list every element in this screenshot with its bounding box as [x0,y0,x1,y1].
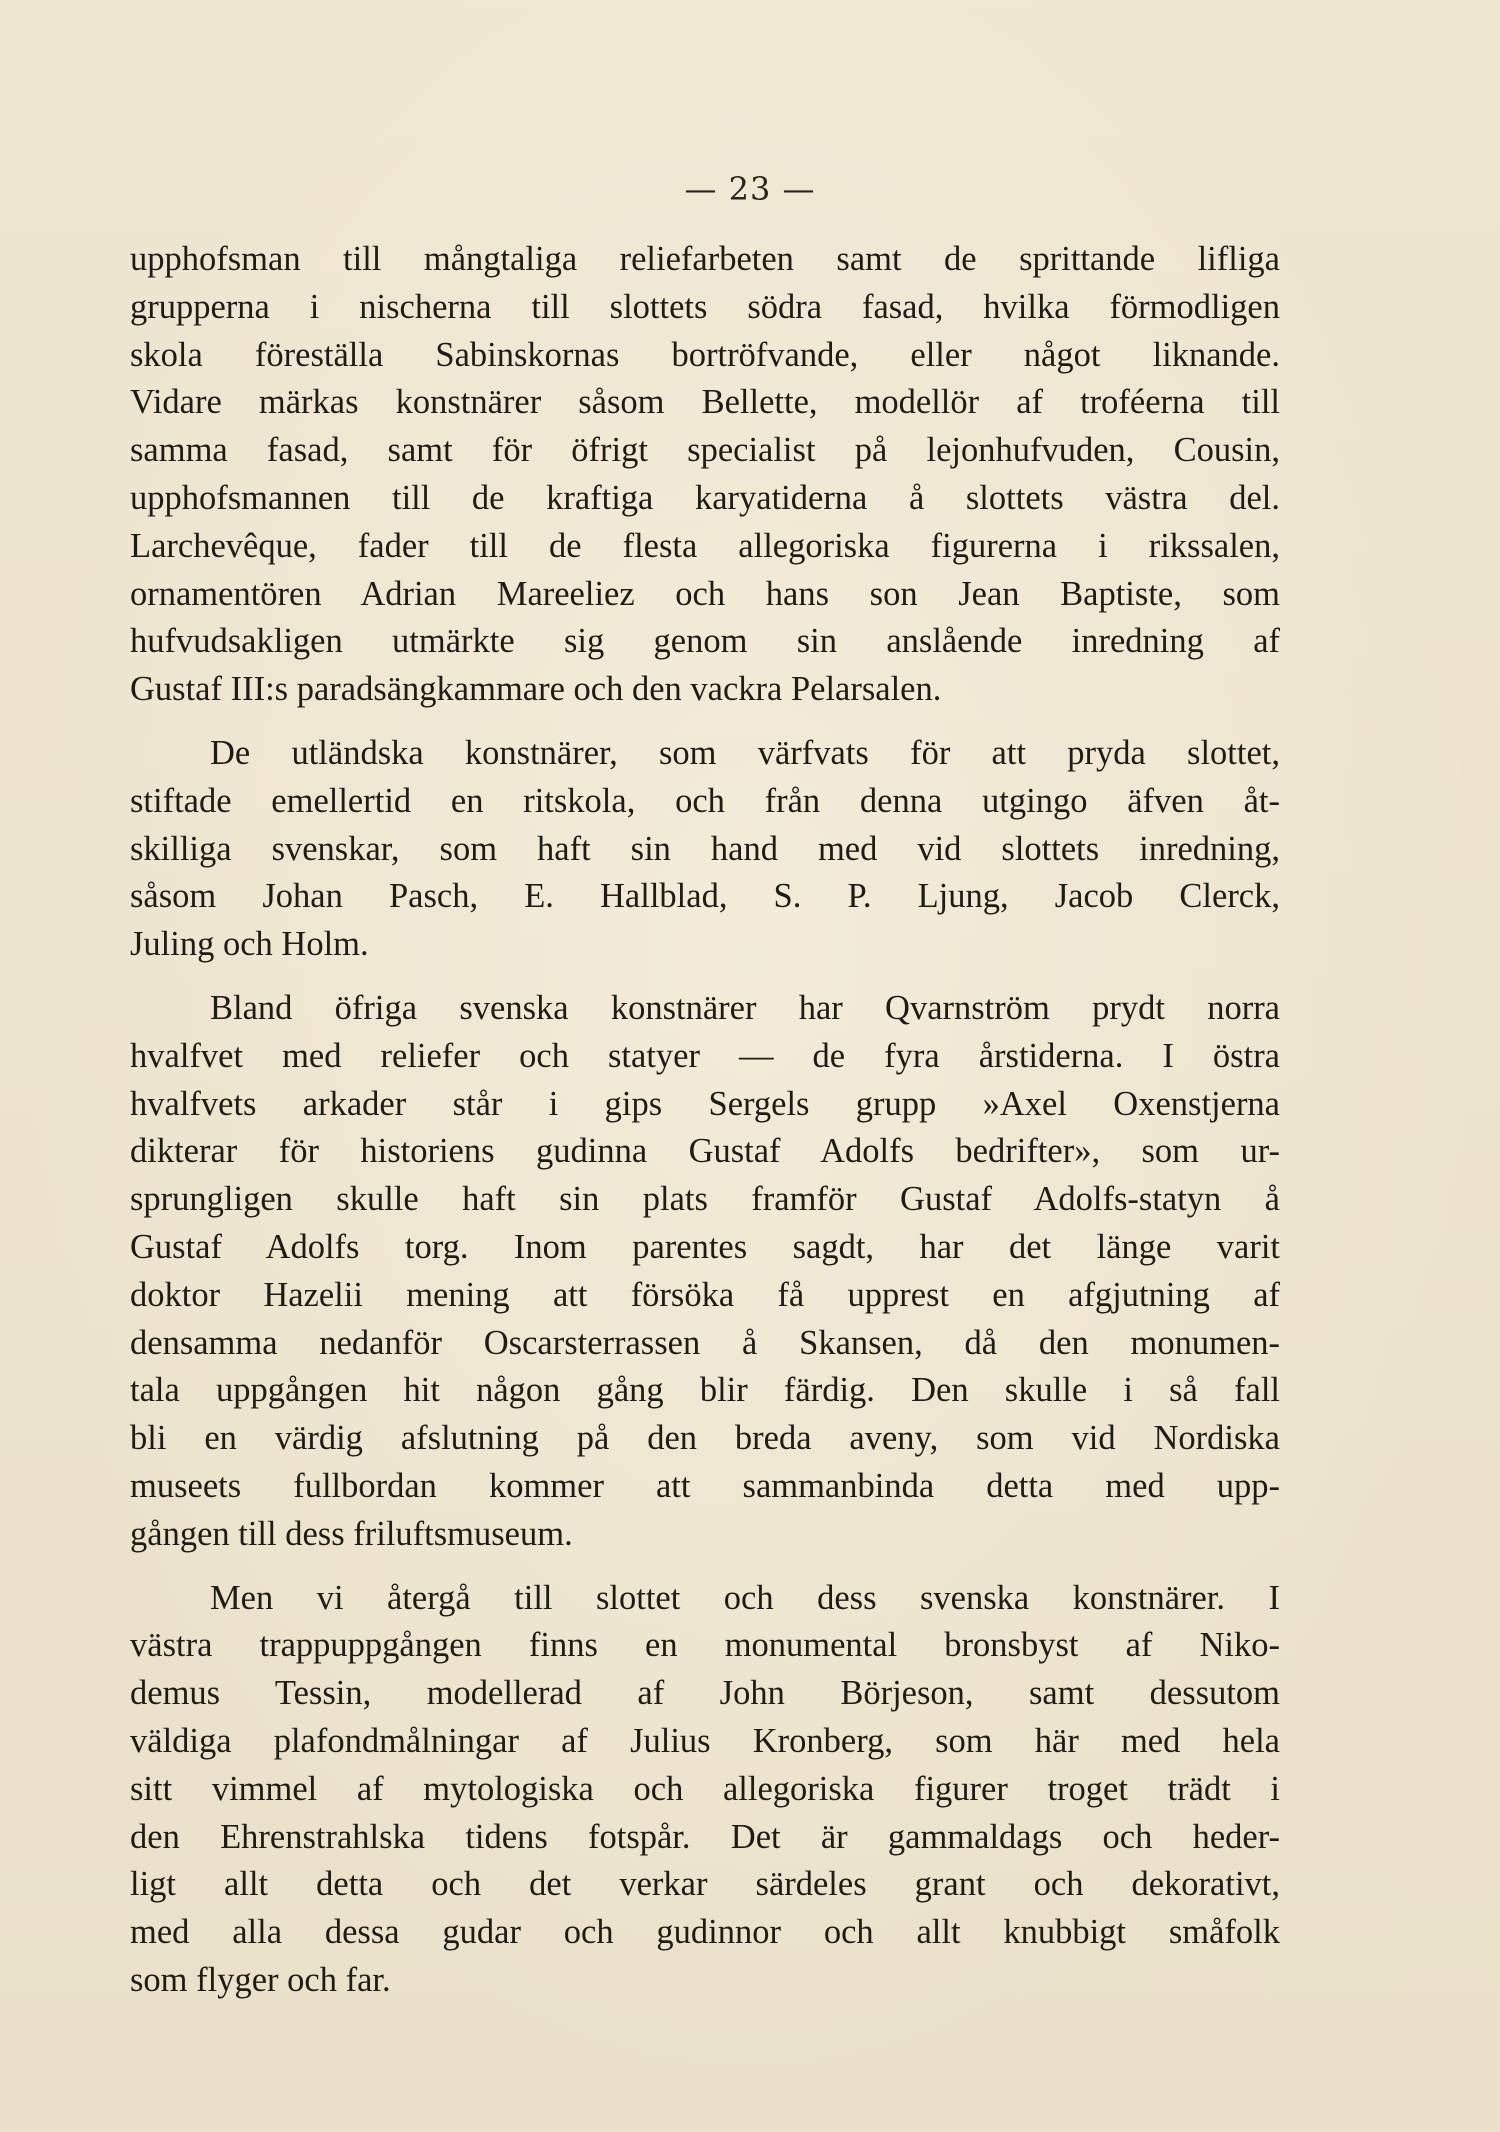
text-line: väldiga plafondmålningar af Julius Kronberg, som här med hela [130,1721,1280,1760]
text-line: sitt vimmel af mytologiska och allegoriska figurer troget trädt i [130,1769,1280,1808]
text-line: gången till dess friluftsmuseum. [130,1514,573,1553]
text-line: stiftade emellertid en ritskola, och från denna utgingo äfven åt- [130,781,1280,820]
text-line: skola föreställa Sabinskornas bortröfvande, eller något liknande. [130,335,1280,374]
text-line: den Ehrenstrahlska tidens fotspår. Det är gammaldags och heder- [130,1817,1280,1856]
text-line: upphofsman till mångtaliga reliefarbeten samt de sprittande lifliga [130,240,1280,278]
text-line: hufvudsakligen utmärkte sig genom sin anslående inredning af [130,622,1280,661]
text-line: demus Tessin, modellerad af John Börjeson, samt dessutom [130,1674,1280,1713]
text-line: sprungligen skulle haft sin plats framför Gustaf Adolfs-statyn å [130,1180,1280,1219]
text-line: museets fullbordan kommer att sammanbinda detta med upp- [130,1466,1280,1505]
text-line: grupperna i nischerna till slottets södra fasad, hvilka förmodligen [130,287,1280,326]
text-line: Juling och Holm. [130,925,369,964]
paragraph-1 [130,236,1280,714]
text-line: Gustaf Adolfs torg. Inom parentes sagdt, har det länge varit [130,1227,1280,1266]
paragraph-3 [130,985,1280,1559]
text-line: De utländska konstnärer, som värfvats för att pryda slottet, [210,733,1280,772]
text-line: tala uppgången hit någon gång blir färdig. Den skulle i så fall [130,1371,1280,1410]
text-line: Larchevêque, fader till de flesta allegoriska figurerna i rikssalen, [130,526,1280,565]
paragraph-4 [130,1575,1280,2005]
body-text [130,236,1280,2021]
text-line: såsom Johan Pasch, E. Hallblad, S. P. Ljung, Jacob Clerck, [130,877,1280,916]
text-line: som flyger och far. [130,1960,391,1999]
text-line: densamma nedanför Oscarsterrassen å Skansen, då den monumen- [130,1323,1280,1362]
text-line: skilliga svenskar, som haft sin hand med vid slottets inredning, [130,829,1280,868]
paragraph-2 [130,730,1280,969]
text-line: doktor Hazelii mening att försöka få upprest en afgjutning af [130,1275,1280,1314]
text-line: samma fasad, samt för öfrigt specialist på lejonhufvuden, Cousin, [130,431,1280,470]
text-line: upphofsmannen till de kraftiga karyatiderna å slottets västra del. [130,478,1280,517]
page-number: — 23 — [684,170,816,208]
text-line: västra trappuppgången finns en monumental bronsbyst af Niko- [130,1626,1280,1665]
text-line: Gustaf III:s paradsängkammare och den vackra Pelarsalen. [130,670,942,709]
text-line: ligt allt detta och det verkar särdeles grant och dekorativt, [130,1865,1280,1904]
text-line: med alla dessa gudar och gudinnor och allt knubbigt småfolk [130,1913,1280,1952]
text-line: dikterar för historiens gudinna Gustaf Adolfs bedrifter», som ur- [130,1132,1280,1171]
text-line: Vidare märkas konstnärer såsom Bellette, modellör af troféerna till [130,383,1280,422]
text-line: Bland öfriga svenska konstnärer har Qvarnström prydt norra [210,988,1280,1027]
text-line: hvalfvet med reliefer och statyer — de fyra årstiderna. I östra [130,1036,1280,1075]
text-line: hvalfvets arkader står i gips Sergels grupp »Axel Oxenstjerna [130,1084,1280,1123]
text-line: bli en värdig afslutning på den breda aveny, som vid Nordiska [130,1419,1280,1458]
text-line: ornamentören Adrian Mareeliez och hans son Jean Baptiste, som [130,574,1280,613]
text-line: Men vi återgå till slottet och dess svenska konstnärer. I [210,1578,1280,1617]
